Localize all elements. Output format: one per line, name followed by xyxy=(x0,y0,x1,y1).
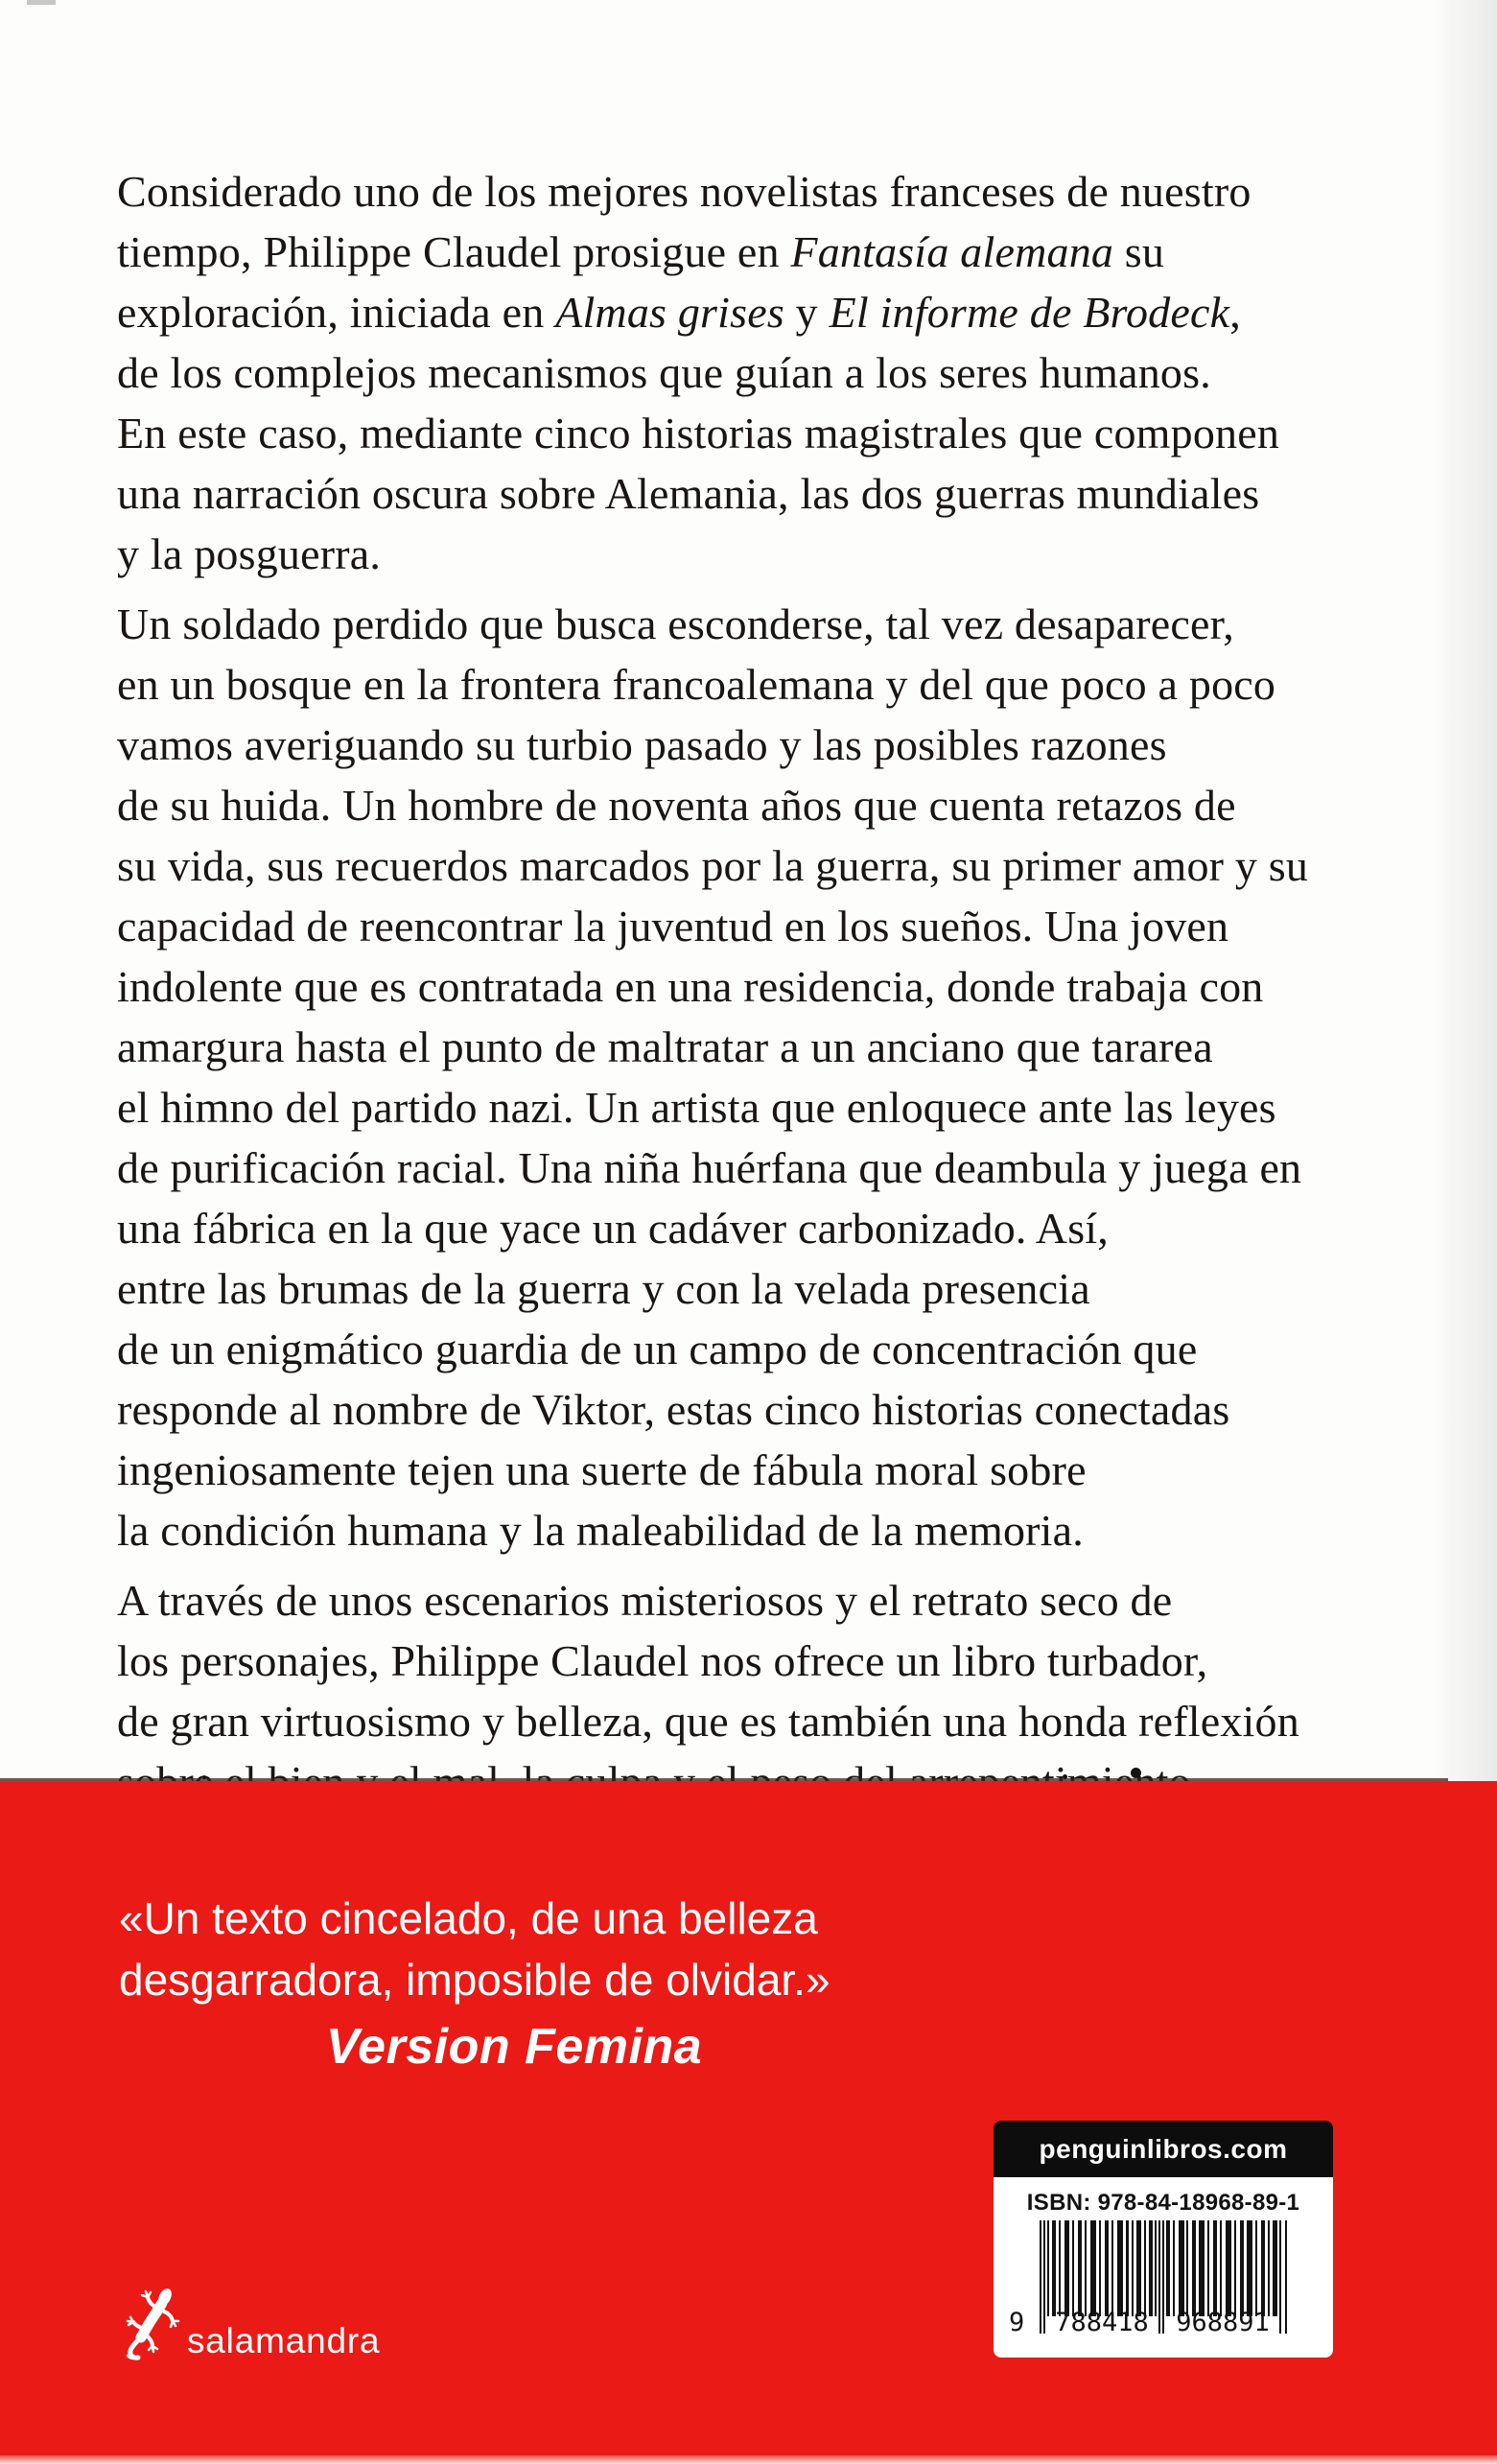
text-line: A través de unos escenarios misteriosos y el retrato seco de xyxy=(117,1576,1173,1625)
synopsis-paragraph xyxy=(117,1570,1488,1751)
text-line: el himno del partido nazi. Un artista que enloquece ante las leyes xyxy=(117,1083,1276,1132)
text-line: entre las brumas de la guerra y con la velada presencia xyxy=(117,1264,1090,1313)
text-line: de los complejos mecanismos que guían a los seres humanos. xyxy=(117,348,1211,397)
barcode-digits-group1: 788418 xyxy=(1055,2308,1149,2337)
isbn-label: ISBN: 978-84-18968-89-1 xyxy=(1026,2190,1300,2216)
text-line: tiempo, Philippe Claudel prosigue en Fantasía alemana su xyxy=(117,227,1165,276)
text-line: exploración, iniciada en Almas grises y El informe de Brodeck, xyxy=(117,288,1241,337)
publisher-website-bar xyxy=(994,2121,1333,2177)
review-quote xyxy=(119,1888,830,2010)
publisher-website: penguinlibros.com xyxy=(1039,2133,1288,2164)
text-line: en un bosque en la frontera francoalemana y del que poco a poco xyxy=(117,660,1276,709)
barcode-digits-group2: 968891 xyxy=(1176,2308,1270,2337)
text-line: En este caso, mediante cinco historias magistrales que componen xyxy=(117,409,1280,458)
text-line: Un soldado perdido que busca esconderse, tal vez desaparecer, xyxy=(117,599,1234,648)
scan-bottom-strip xyxy=(0,2455,1497,2464)
text-line: la condición humana y la maleabilidad de la memoria. xyxy=(117,1506,1084,1555)
quote-line: desgarradora, imposible de olvidar.» xyxy=(119,1955,830,2005)
ean-barcode xyxy=(1009,2220,1287,2337)
text-line: de purificación racial. Una niña huérfana que deambula y juega en xyxy=(117,1143,1302,1192)
imprint-logo xyxy=(121,2288,380,2360)
text-line: de su huida. Un hombre de noventa años que cuenta retazos de xyxy=(117,781,1236,830)
ink-speck xyxy=(1063,1774,1067,1779)
text-line: los personajes, Philippe Claudel nos ofrece un libro turbador, xyxy=(117,1636,1208,1685)
salamandra-lizard-icon xyxy=(121,2288,182,2360)
text-line: una narración oscura sobre Alemania, las dos guerras mundiales xyxy=(117,469,1260,518)
text-line: vamos averiguando su turbio pasado y las posibles razones xyxy=(117,720,1167,769)
synopsis xyxy=(117,161,1488,1812)
red-band xyxy=(0,1781,1497,2464)
imprint-name: salamandra xyxy=(187,2321,381,2360)
text-line: amargura hasta el punto de maltratar a un anciano que tararea xyxy=(117,1022,1213,1071)
text-line: de gran virtuosismo y belleza, que es también una honda reflexión xyxy=(117,1697,1299,1746)
scan-artifact-mark xyxy=(27,0,56,5)
synopsis-paragraph xyxy=(117,161,1488,584)
text-line: capacidad de reencontrar la juventud en los sueños. Una joven xyxy=(117,902,1229,950)
quote-line: «Un texto cincelado, de una belleza xyxy=(119,1893,818,1943)
text-line: su vida, sus recuerdos marcados por la guerra, su primer amor y su xyxy=(117,841,1309,890)
scan-edge-shading xyxy=(1430,0,1497,1781)
text-line: de un enigmático guardia de un campo de concentración que xyxy=(117,1325,1198,1373)
text-line: ingeniosamente tejen una suerte de fábula moral sobre xyxy=(117,1445,1087,1494)
text-line: responde al nombre de Viktor, estas cinco historias conectadas xyxy=(117,1385,1230,1434)
ink-speck xyxy=(1131,1768,1141,1778)
ink-speck xyxy=(202,1775,206,1779)
text-line: indolente que es contratada en una residencia, donde trabaja con xyxy=(117,962,1264,1011)
synopsis-paragraph xyxy=(117,594,1488,1561)
isbn-box xyxy=(994,2177,1333,2358)
text-line: Considerado uno de los mejores novelistas franceses de nuestro xyxy=(117,167,1251,216)
review-attribution: Version Femina xyxy=(325,2019,703,2075)
barcode-digit-left: 9 xyxy=(1009,2308,1025,2337)
text-line: una fábrica en la que yace un cadáver carbonizado. Así, xyxy=(117,1204,1109,1253)
text-line: y la posguerra. xyxy=(117,529,382,578)
